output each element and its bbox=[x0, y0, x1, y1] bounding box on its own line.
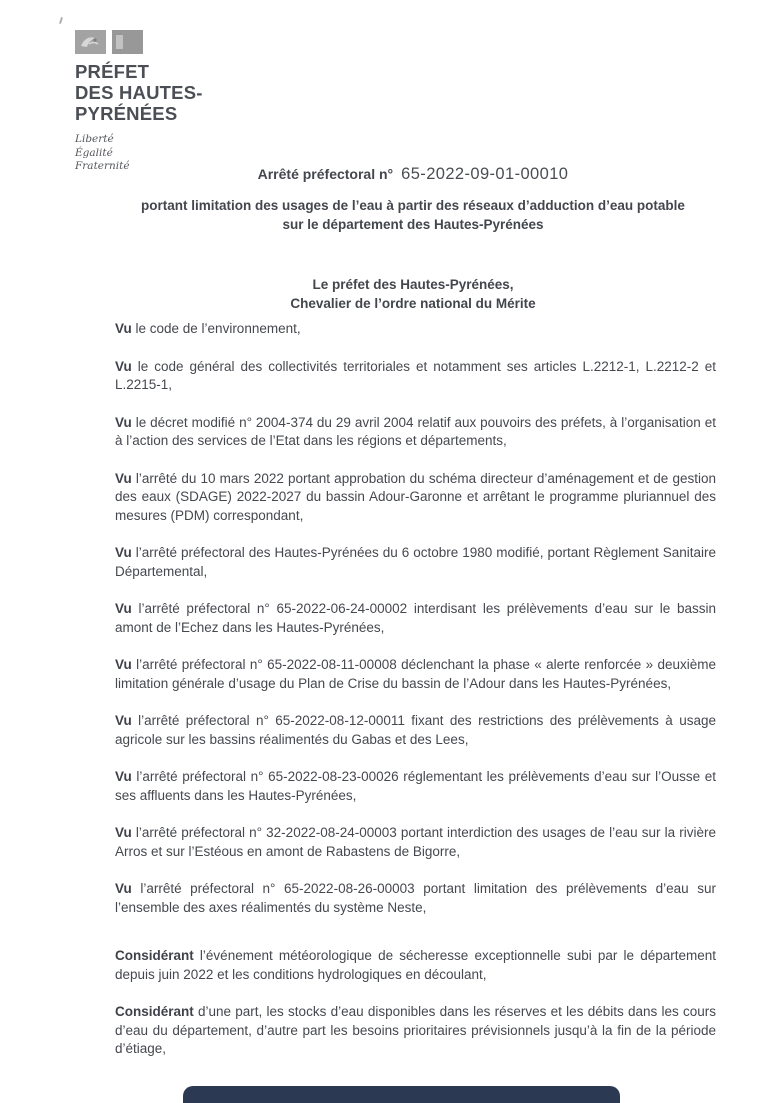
body-paragraph: Vu l’arrêté préfectoral n° 65-2022-08-11-00008 déclenchant la phase « alerte renforcée » deuxième limitation générale d’usage du Plan de Crise du bassin de l’Adour dans les Hautes-Pyrénées, bbox=[115, 657, 716, 691]
motto-egalite: Égalité bbox=[75, 146, 113, 159]
paragraph-lead: Vu bbox=[115, 470, 132, 486]
issuer-block bbox=[0, 276, 780, 313]
republique-logo bbox=[75, 30, 295, 54]
title-zone bbox=[0, 165, 780, 313]
paragraph-lead: Vu bbox=[115, 657, 132, 672]
paragraph-lead: Vu bbox=[115, 769, 132, 784]
paragraph-lead: Vu bbox=[115, 601, 132, 616]
decree-subject-line-2: sur le département des Hautes-Pyrénées bbox=[282, 216, 544, 232]
body-paragraph: Vu le code de l’environnement, bbox=[115, 321, 301, 336]
pen-mark bbox=[59, 17, 63, 24]
paragraph-lead: Considérant bbox=[115, 948, 194, 963]
paragraph-lead: Vu bbox=[115, 881, 132, 896]
body-paragraph: Vu l’arrêté du 10 mars 2022 portant approbation du schéma directeur d’aménagement et de gestion des eaux (SDAGE) 2022-2027 du bassin Adour-Garonne et arrêtant le programme pluriannuel des mesures (PDM) correspondant, bbox=[115, 470, 716, 523]
body-paragraph: Vu le code général des collectivités territoriales et notamment ses articles L.2212-1, L.2212-2 et L.2215-1, bbox=[115, 358, 716, 392]
paragraph-lead: Vu bbox=[115, 358, 132, 374]
issuer-line-1: Le préfet des Hautes-Pyrénées, bbox=[312, 277, 514, 292]
paragraph-lead: Vu bbox=[115, 713, 132, 728]
flag-icon bbox=[112, 30, 143, 54]
decree-subject-line-1: portant limitation des usages de l’eau à partir des réseaux d’adduction d’eau potable bbox=[141, 198, 685, 213]
motto-fraternite: Fraternité bbox=[75, 160, 130, 172]
issuer-line-2: Chevalier de l’ordre national du Mérite bbox=[290, 295, 536, 311]
prefet-line-3: PYRÉNÉES bbox=[75, 103, 178, 124]
prefet-line-1: PRÉFET bbox=[75, 61, 150, 82]
motto-liberte: Liberté bbox=[75, 133, 114, 145]
prefet-name bbox=[75, 61, 295, 124]
paragraph-lead: Vu bbox=[115, 545, 132, 560]
body-paragraph: Vu l’arrêté préfectoral n° 65-2022-06-24-00002 interdisant les prélèvements d’eau sur le bassin amont de l’Echez dans les Hautes-Pyrénées, bbox=[115, 601, 716, 635]
decree-label: Arrêté préfectoral n° bbox=[257, 166, 394, 182]
paragraph-lead: Considérant bbox=[115, 1004, 194, 1019]
paragraph-lead: Vu bbox=[115, 825, 132, 840]
marianne-icon bbox=[75, 30, 106, 54]
body-paragraph: Vu l’arrêté préfectoral n° 65-2022-08-23-00026 réglementant les prélèvements d’eau sur l’Ousse et ses affluents dans les Hautes-Pyrénées, bbox=[115, 769, 716, 803]
paragraph-lead: Vu bbox=[115, 414, 132, 430]
body-paragraph: Vu l’arrêté préfectoral des Hautes-Pyrénées du 6 octobre 1980 modifié, portant Règlement Sanitaire Départemental, bbox=[115, 545, 716, 579]
paragraph-lead: Vu bbox=[115, 321, 132, 336]
prefecture-header bbox=[75, 30, 295, 174]
prefet-line-2: DES HAUTES- bbox=[75, 82, 203, 103]
body-paragraph: Considérant l’événement météorologique de sécheresse exceptionnelle subi par le département depuis juin 2022 et les conditions hydrologiques en découlant, bbox=[115, 948, 716, 982]
body-paragraph: Vu l’arrêté préfectoral n° 32-2022-08-24-00003 portant interdiction des usages de l’eau sur la rivière Arros et sur l’Estéous en amont de Rabastens de Bigorre, bbox=[115, 825, 716, 859]
body-paragraph: Vu le décret modifié n° 2004-374 du 29 avril 2004 relatif aux pouvoirs des préfets, à l’organisation et à l’action des services de l’Etat dans les régions et départements, bbox=[115, 414, 716, 448]
decree-subject bbox=[0, 197, 780, 234]
body-paragraph: Considérant d’une part, les stocks d’eau disponibles dans les réserves et les débits dans les cours d’eau du département, d’autre part les besoins prioritaires prévisionnels jusqu’à la fin de la période d’étiage, bbox=[115, 1004, 716, 1056]
body-paragraph: Vu l’arrêté préfectoral n° 65-2022-08-12-00011 fixant des restrictions des prélèvements à usage agricole sur les bassins réalimentés du Gabas et des Lees, bbox=[115, 713, 716, 747]
decree-number: 65-2022-09-01-00010 bbox=[401, 165, 569, 183]
body-paragraph: Vu l’arrêté préfectoral n° 65-2022-08-26-00003 portant limitation des prélèvements d’eau sur l’ensemble des axes réalimentés du système Neste, bbox=[115, 881, 716, 915]
document-body bbox=[115, 320, 716, 1078]
viewer-toolbar[interactable] bbox=[183, 1086, 620, 1103]
decree-number-line bbox=[0, 165, 780, 184]
